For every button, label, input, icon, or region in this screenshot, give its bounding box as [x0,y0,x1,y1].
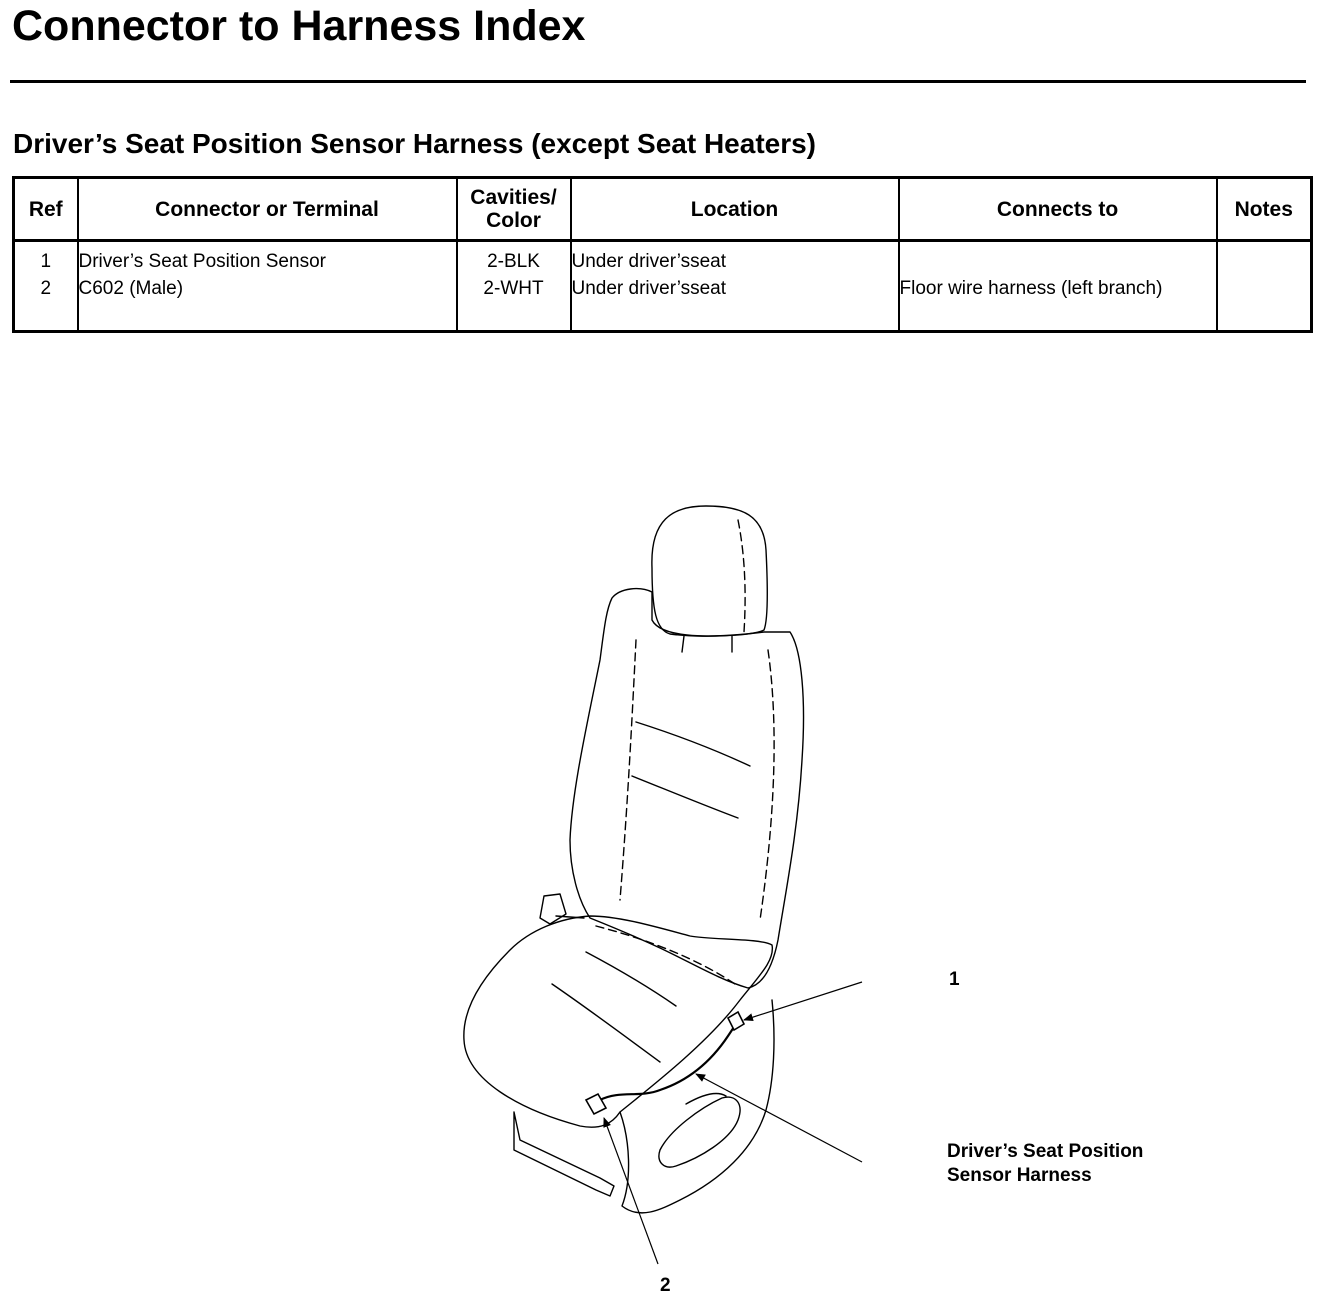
backrest-outline [570,589,804,988]
section-title: Driver’s Seat Position Sensor Harness (except Seat Heaters) [13,128,817,159]
column-header-ref: Ref [14,178,78,241]
belt-buckle [540,894,584,924]
headrest-posts [682,636,732,652]
backrest-side-stitch [760,650,774,920]
table-cell: 2-BLK [487,251,540,272]
cushion-seam-lower [552,984,660,1062]
column-header-connector: Connector or Terminal [78,178,457,241]
leader-line-1 [744,982,862,1020]
harness-label-line-2: Sensor Harness [947,1165,1092,1186]
sensor-harness-wire [600,1024,736,1100]
table-cell: 2-WHT [483,278,544,299]
table-cell: C602 (Male) [78,278,184,299]
column-header-location: Location [571,178,899,241]
cushion-seam-upper [586,952,676,1006]
backrest-seam-lower [632,776,738,818]
callout-label-2: 2 [660,1275,671,1296]
table-cell: Driver’s Seat Position Sensor [78,251,326,272]
column-header-notes: Notes [1217,178,1312,241]
seat-illustration [464,506,804,1213]
headrest-outline [652,506,767,636]
column-header-connects-to: Connects to [899,178,1217,241]
headrest-stitch [738,520,745,632]
seat-track [514,1112,614,1196]
column-header-cavities-color: Cavities/ Color [457,178,571,241]
harness-label-line-1: Driver’s Seat Position [947,1141,1144,1162]
table-cell: 2 [40,278,52,299]
table-cell: Under driver’sseat [571,251,727,272]
table-cell: 1 [40,251,52,272]
backrest-seam-upper [636,722,750,766]
sensor-connector-1 [728,1012,744,1030]
leader-line-harness [696,1074,862,1162]
page-title: Connector to Harness Index [12,2,586,50]
backrest-center-stitch [620,640,636,900]
cushion-stitch [596,926,738,986]
side-shield [620,1000,774,1213]
harness-label [947,1140,1143,1188]
connector-c602 [586,1094,606,1114]
callout-label-1: 1 [949,969,960,990]
table-cell: Under driver’sseat [571,278,727,299]
table-cell: Floor wire harness (left branch) [899,278,1163,299]
recline-lever [659,1097,740,1167]
